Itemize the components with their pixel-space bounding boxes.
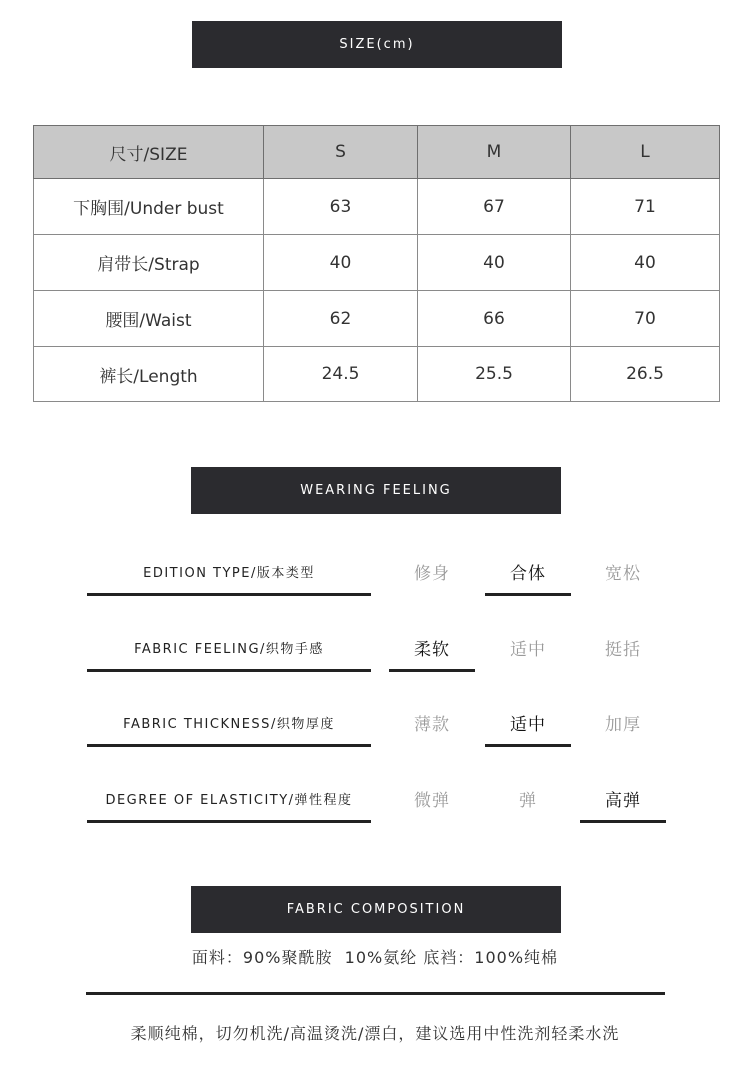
cell-l: 71	[571, 179, 720, 235]
composition-text: 面料：90%聚酰胺 10%氨纶 底裆：100%纯棉	[191, 948, 559, 967]
header-size: 尺寸/SIZE	[34, 126, 264, 179]
feeling-label: FABRIC THICKNESS/织物厚度	[123, 716, 335, 732]
option-stretch: 弹	[519, 790, 537, 811]
size-banner	[192, 21, 562, 68]
size-banner-title: SIZE(cm)	[339, 37, 415, 52]
table-row	[34, 291, 720, 347]
cell-m: 40	[418, 235, 571, 291]
selected-underline	[580, 820, 666, 823]
feeling-label: DEGREE OF ELASTICITY/弹性程度	[105, 792, 353, 808]
cell-s: 62	[264, 291, 418, 347]
table-row	[34, 235, 720, 291]
header-s: S	[264, 126, 418, 179]
cell-l: 70	[571, 291, 720, 347]
header-l: L	[571, 126, 720, 179]
selected-underline	[485, 593, 571, 596]
wearing-feeling-title: WEARING FEELING	[300, 483, 452, 498]
feeling-row-fabric-thickness	[0, 705, 750, 755]
label-underline	[87, 669, 371, 672]
feeling-label: FABRIC FEELING/织物手感	[134, 641, 324, 657]
selected-underline	[485, 744, 571, 747]
option-fitted: 合体	[510, 563, 546, 584]
feeling-row-fabric-feeling	[0, 630, 750, 680]
composition-divider	[86, 992, 665, 995]
cell-s: 63	[264, 179, 418, 235]
feeling-label: EDITION TYPE/版本类型	[143, 565, 315, 581]
care-instructions: 柔顺纯棉，切勿机洗/高温烫洗/漂白，建议选用中性洗剂轻柔水洗	[130, 1024, 620, 1043]
option-thick: 加厚	[605, 714, 641, 735]
cell-m: 66	[418, 291, 571, 347]
row-label: 下胸围/Under bust	[34, 179, 264, 235]
option-moderate: 适中	[510, 639, 546, 660]
fabric-composition-banner	[191, 886, 561, 933]
row-label: 腰围/Waist	[34, 291, 264, 347]
cell-l: 40	[571, 235, 720, 291]
cell-s: 24.5	[264, 347, 418, 402]
cell-s: 40	[264, 235, 418, 291]
option-slim: 修身	[414, 563, 450, 584]
option-soft: 柔软	[414, 639, 450, 660]
option-thin: 薄款	[414, 714, 450, 735]
table-row	[34, 179, 720, 235]
feeling-row-edition-type	[0, 554, 750, 604]
row-label: 裤长/Length	[34, 347, 264, 402]
label-underline	[87, 593, 371, 596]
option-medium: 适中	[510, 714, 546, 735]
size-table	[33, 125, 720, 402]
cell-m: 67	[418, 179, 571, 235]
row-label: 肩带长/Strap	[34, 235, 264, 291]
option-stiff: 挺括	[605, 639, 641, 660]
fabric-composition-title: FABRIC COMPOSITION	[286, 902, 466, 917]
option-loose: 宽松	[605, 563, 641, 584]
wearing-feeling-banner	[191, 467, 561, 514]
table-row	[34, 347, 720, 402]
cell-m: 25.5	[418, 347, 571, 402]
option-slight-stretch: 微弹	[414, 790, 450, 811]
size-table-header	[34, 126, 720, 179]
label-underline	[87, 744, 371, 747]
selected-underline	[389, 669, 475, 672]
cell-l: 26.5	[571, 347, 720, 402]
label-underline	[87, 820, 371, 823]
header-m: M	[418, 126, 571, 179]
feeling-row-elasticity	[0, 781, 750, 831]
option-high-stretch: 高弹	[605, 790, 641, 811]
